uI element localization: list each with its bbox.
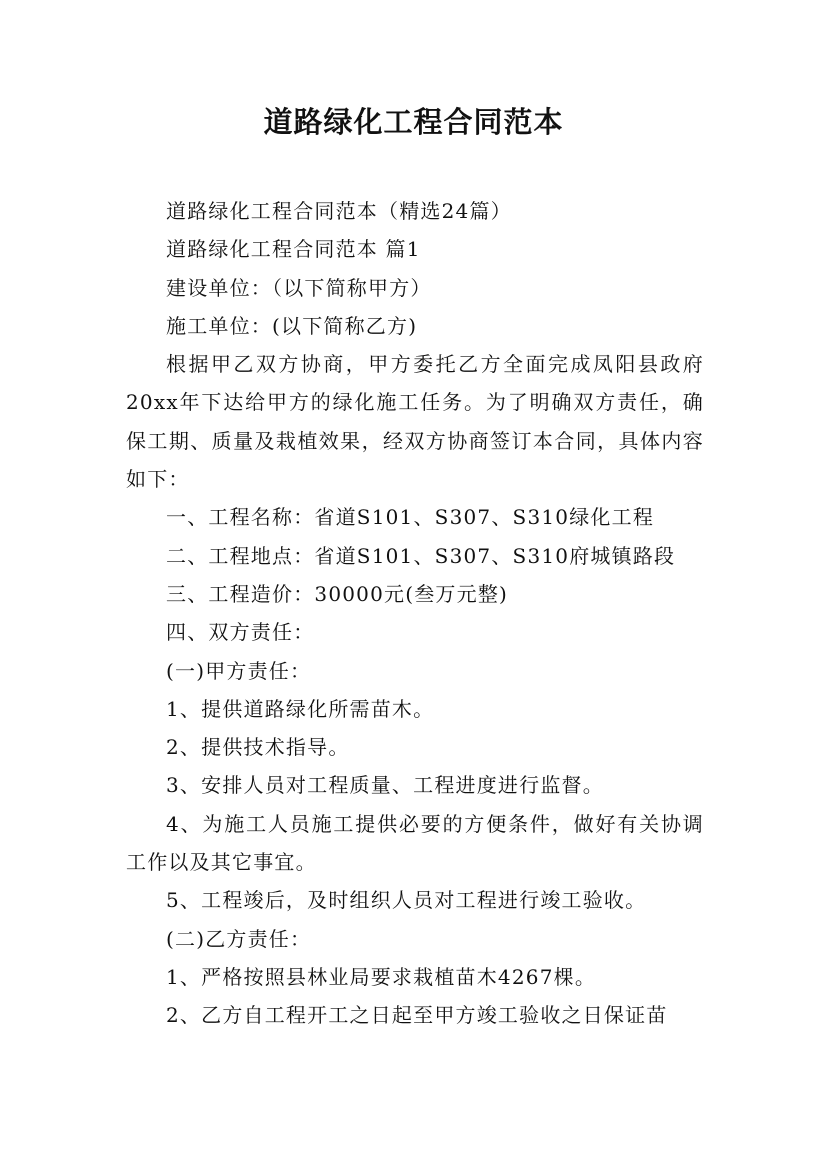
paragraph-project-location: 二、工程地点：省道S101、S307、S310府城镇路段 bbox=[166, 543, 676, 568]
paragraph-section-heading: 道路绿化工程合同范本 篇1 bbox=[166, 237, 421, 262]
paragraph-party-a: 建设单位：（以下简称甲方） bbox=[166, 275, 432, 300]
list-item: 4、为施工人员施工提供必要的方便条件，做好有关协调工作以及其它事宜。 bbox=[126, 811, 704, 875]
paragraph-project-name: 一、工程名称：省道S101、S307、S310绿化工程 bbox=[166, 505, 655, 530]
paragraph-responsibilities: 四、双方责任： bbox=[166, 620, 315, 645]
paragraph-party-b-responsibilities: (二)乙方责任： bbox=[166, 926, 312, 951]
document-body bbox=[126, 192, 704, 1035]
paragraph-project-cost: 三、工程造价：30000元(叁万元整) bbox=[166, 581, 509, 606]
list-item: 5、工程竣后，及时组织人员对工程进行竣工验收。 bbox=[166, 888, 647, 913]
document-title: 道路绿化工程合同范本 bbox=[263, 105, 564, 139]
list-item: 2、提供技术指导。 bbox=[166, 735, 350, 760]
paragraph-party-a-responsibilities: (一)甲方责任： bbox=[166, 658, 312, 683]
paragraph-subtitle: 道路绿化工程合同范本（精选24篇） bbox=[166, 199, 512, 223]
paragraph-preamble: 根据甲乙双方协商，甲方委托乙方全面完成凤阳县政府20xx年下达给甲方的绿化施工任务。为了明确双方责任，确保工期、质量及栽植效果，经双方协商签订本合同，具体内容如下： bbox=[126, 352, 704, 492]
list-item: 3、安排人员对工程质量、工程进度进行监督。 bbox=[166, 773, 604, 798]
paragraph-party-b: 施工单位：(以下简称乙方) bbox=[166, 313, 418, 338]
list-item: 2、乙方自工程开工之日起至甲方竣工验收之日保证苗 bbox=[166, 1003, 668, 1028]
list-item: 1、提供道路绿化所需苗木。 bbox=[166, 696, 435, 721]
list-item: 1、严格按照县林业局要求栽植苗木4267棵。 bbox=[166, 964, 597, 989]
